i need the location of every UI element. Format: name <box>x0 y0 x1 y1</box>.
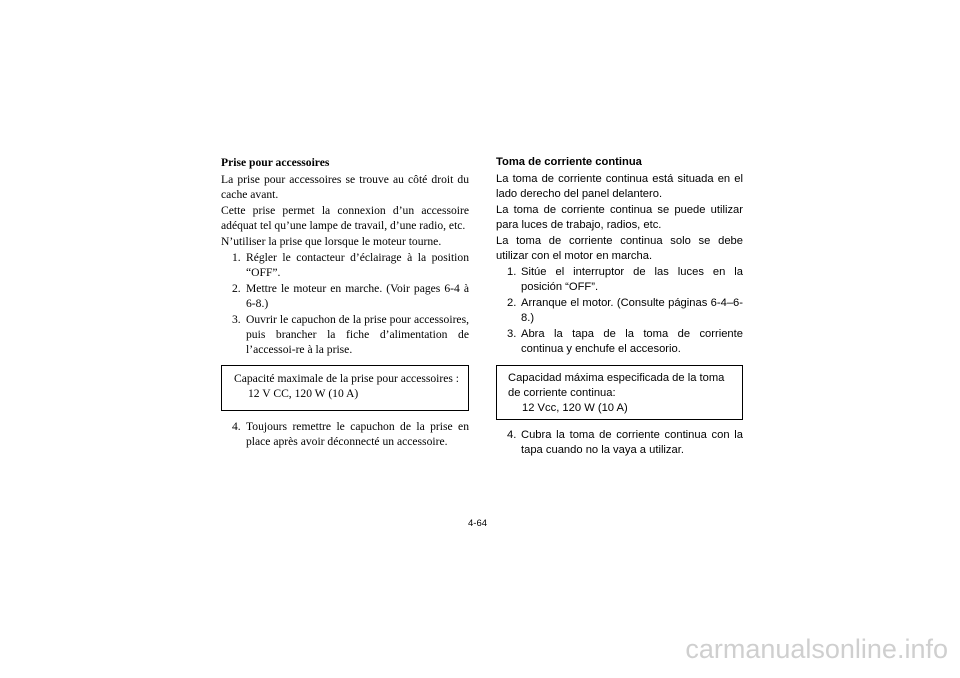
step-text: Ouvrir le capuchon de la prise pour accessoires, puis brancher la fiche d’alimentation de l’accessoi-re à la prise. <box>246 313 469 356</box>
step-fr-3 <box>221 312 469 357</box>
step-number: 1. <box>507 266 517 278</box>
final-step-list-es <box>496 428 743 458</box>
step-es-3 <box>496 327 743 357</box>
step-number: 4. <box>232 420 241 433</box>
step-es-4 <box>496 428 743 458</box>
step-number: 2. <box>507 297 517 309</box>
step-fr-4 <box>221 419 469 449</box>
paragraph-es-1: La toma de corriente continua está situada en el lado derecho del panel delantero. <box>496 173 743 200</box>
step-text: Toujours remettre le capuchon de la prise en place après avoir déconnecté un accessoire. <box>246 420 469 448</box>
step-text: Mettre le moteur en marche. (Voir pages 6-4 à 6-8.) <box>246 282 469 310</box>
step-fr-1 <box>221 250 469 280</box>
section-heading-fr: Prise pour accessoires <box>221 156 330 169</box>
paragraph-es-3: La toma de corriente continua solo se debe utilizar con el motor en marcha. <box>496 235 743 262</box>
section-heading-es: Toma de corriente continua <box>496 156 642 168</box>
step-number: 4. <box>507 429 517 441</box>
steps-list-fr <box>221 250 469 357</box>
watermark: carmanualsonline.info <box>685 634 948 664</box>
spec-box-title: Capacité maximale de la prise pour accessoires : <box>234 372 460 385</box>
spanish-column <box>496 155 743 459</box>
step-number: 3. <box>232 313 241 326</box>
spec-box-title: Capacidad máxima especificada de la toma de corriente continua: <box>508 372 725 399</box>
step-text: Abra la tapa de la toma de corriente continua y enchufe el accesorio. <box>521 328 743 355</box>
final-step-list-fr <box>221 419 469 449</box>
page-number: 4-64 <box>468 518 488 529</box>
step-es-1 <box>496 265 743 295</box>
step-fr-2 <box>221 281 469 311</box>
step-number: 3. <box>507 328 517 340</box>
step-text: Cubra la toma de corriente continua con la tapa cuando no la vaya a utilizar. <box>521 429 743 456</box>
spec-box-value: 12 V CC, 120 W (10 A) <box>248 387 359 400</box>
step-text: Arranque el motor. (Consulte páginas 6-4–6-8.) <box>521 297 743 324</box>
french-column <box>221 155 469 450</box>
paragraph-fr-2: Cette prise permet la connexion d’un accessoire adéquat tel qu’une lampe de travail, d’une radio, etc. <box>221 204 469 232</box>
paragraph-fr-3: N’utiliser la prise que lorsque le moteur tourne. <box>221 235 442 248</box>
step-number: 1. <box>232 251 241 264</box>
step-number: 2. <box>232 282 241 295</box>
step-es-2 <box>496 296 743 326</box>
spec-box-fr <box>221 365 469 411</box>
paragraph-fr-1: La prise pour accessoires se trouve au côté droit du cache avant. <box>221 173 469 201</box>
step-text: Sitúe el interruptor de las luces en la posición “OFF”. <box>521 266 743 293</box>
spec-box-value: 12 Vcc, 120 W (10 A) <box>522 402 628 414</box>
steps-list-es <box>496 265 743 357</box>
paragraph-es-2: La toma de corriente continua se puede utilizar para luces de trabajo, radios, etc. <box>496 204 743 231</box>
spec-box-es <box>496 365 743 420</box>
step-text: Régler le contacteur d’éclairage à la position “OFF”. <box>246 251 469 279</box>
